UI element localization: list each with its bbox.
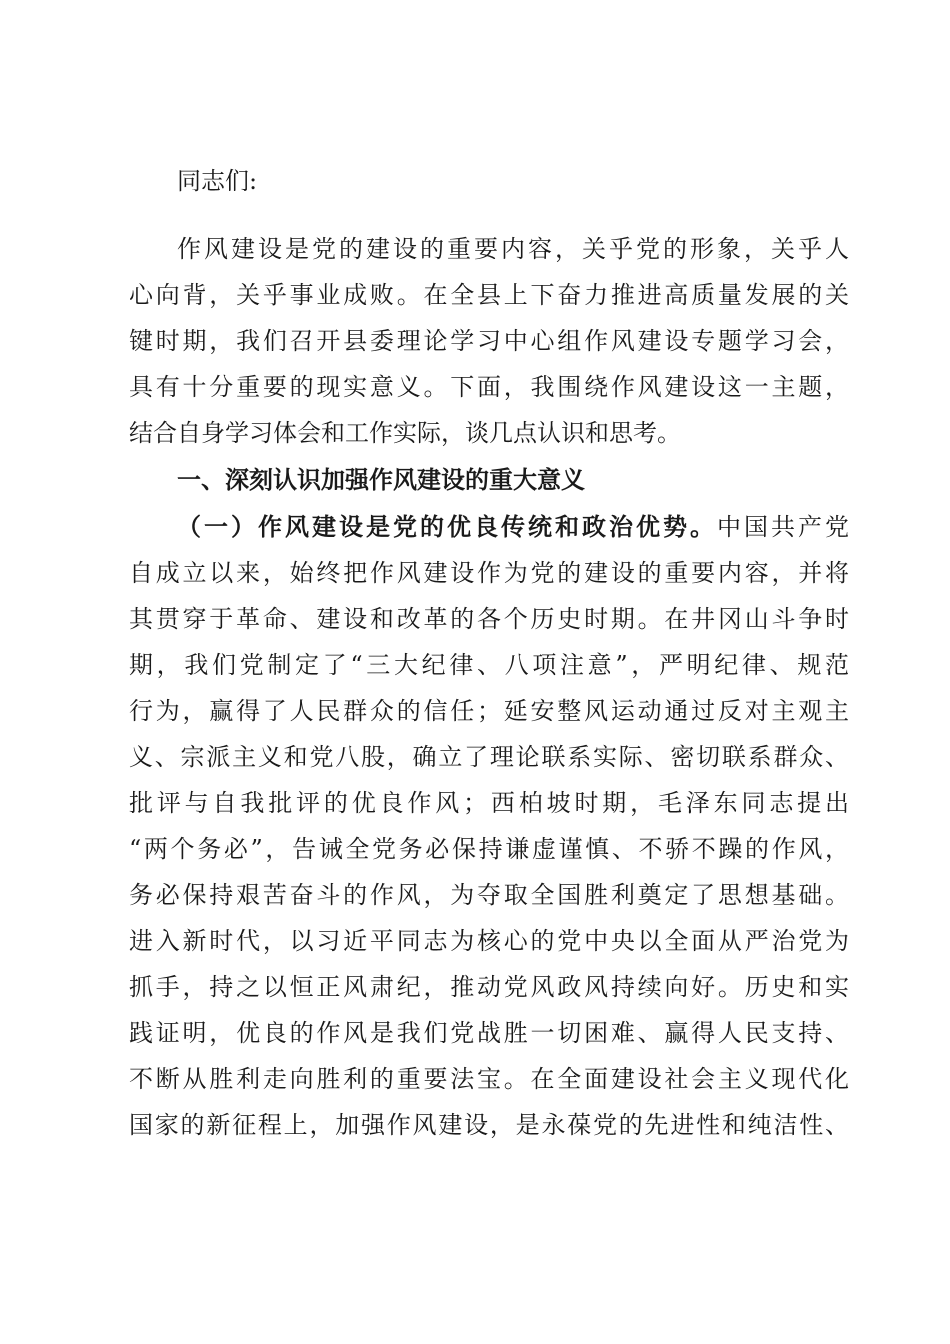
intro-line-1: 作风建设是党的建设的重要内容，关乎党的形象，关乎人 — [177, 235, 849, 263]
subsection-first-line — [177, 504, 849, 550]
intro-line-2: 心向背，关乎事业成败。在全县上下奋力推进高质量发展的关 — [129, 281, 849, 309]
body-line-12: 不断从胜利走向胜利的重要法宝。在全面建设社会主义现代化 — [129, 1065, 849, 1093]
subsection-first-line-rest: 中国共产党 — [717, 513, 849, 541]
body-line-2: 其贯穿于革命、建设和改革的各个历史时期。在井冈山斗争时 — [129, 605, 849, 633]
subsection-heading: （一）作风建设是党的优良传统和政治优势。 — [177, 512, 717, 541]
body-line-8: 务必保持艰苦奋斗的作风，为夺取全国胜利奠定了思想基础。 — [129, 881, 849, 909]
intro-line-3: 键时期，我们召开县委理论学习中心组作风建设专题学习会， — [129, 327, 849, 355]
body-line-9: 进入新时代，以习近平同志为核心的党中央以全面从严治党为 — [129, 927, 849, 955]
salutation: 同志们: — [177, 167, 258, 195]
body-line-10: 抓手，持之以恒正风肃纪，推动党风政风持续向好。历史和实 — [129, 973, 849, 1001]
intro-line-5: 结合自身学习体会和工作实际，谈几点认识和思考。 — [129, 419, 681, 447]
body-line-6: 批评与自我批评的优良作风；西柏坡时期，毛泽东同志提出 — [129, 789, 849, 817]
body-line-4: 行为，赢得了人民群众的信任；延安整风运动通过反对主观主 — [129, 697, 849, 725]
body-line-11: 践证明，优良的作风是我们党战胜一切困难、赢得人民支持、 — [129, 1019, 849, 1047]
body-line-1: 自成立以来，始终把作风建设作为党的建设的重要内容，并将 — [129, 559, 849, 587]
section-heading: 一、深刻认识加强作风建设的重大意义 — [177, 465, 585, 494]
body-line-7: “两个务必”，告诫全党务必保持谦虚谨慎、不骄不躁的作风， — [129, 835, 849, 863]
body-line-3: 期，我们党制定了“三大纪律、八项注意”，严明纪律、规范 — [129, 651, 849, 679]
body-line-13: 国家的新征程上，加强作风建设，是永葆党的先进性和纯洁性、 — [129, 1111, 849, 1139]
intro-line-4: 具有十分重要的现实意义。下面，我围绕作风建设这一主题， — [129, 373, 849, 401]
body-line-5: 义、宗派主义和党八股，确立了理论联系实际、密切联系群众、 — [129, 743, 849, 771]
